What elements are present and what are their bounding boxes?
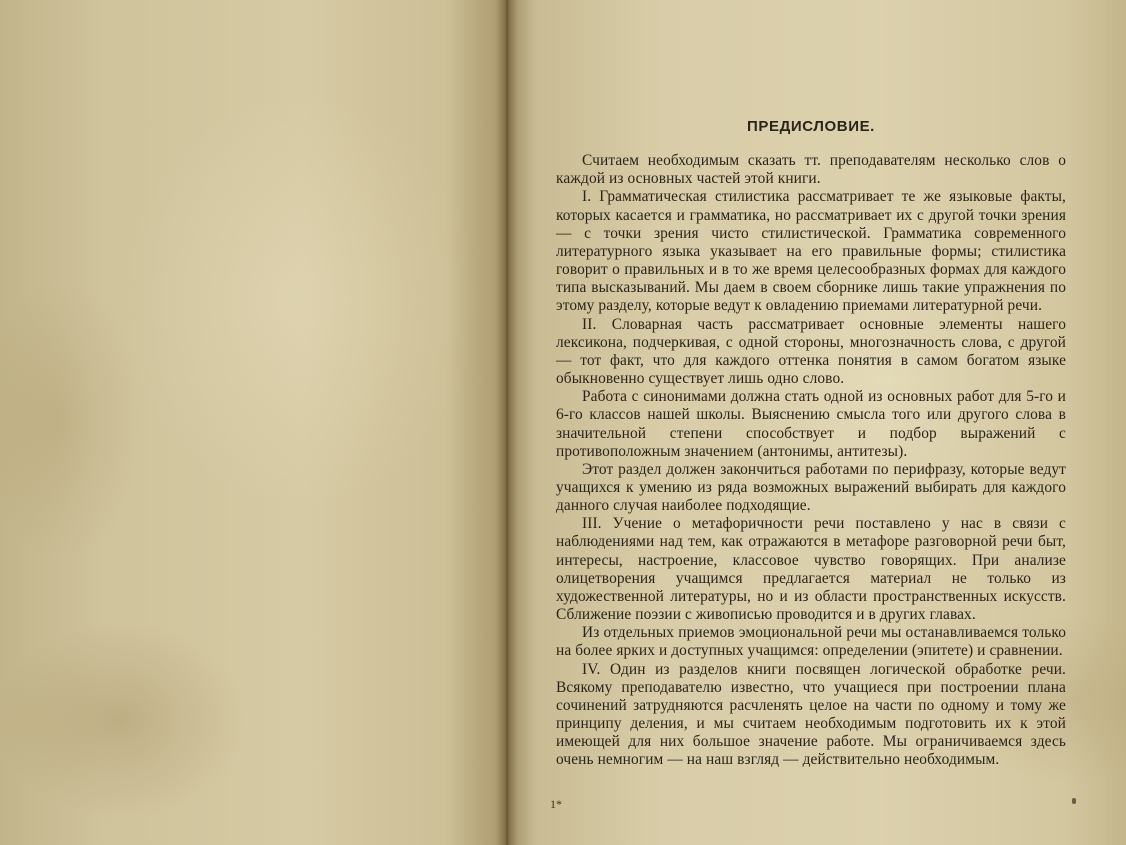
right-page — [506, 0, 1126, 845]
paragraph-vocabulary: II. Словарная часть рассматривает основные элементы нашего лексикона, подчеркивая, с одной стороны, многозначность слова, с другой — тот факт, что для каждого оттенка понятия в самом богатом языке обыкновенно существует лишь одно слово. — [556, 315, 1066, 388]
paragraph-emotional: Из отдельных приемов эмоциональной речи мы останавливаемся только на более ярких и доступных учащимся: определении (эпитете) и сравнении. — [556, 624, 1066, 660]
paragraph-periphrasis: Этот раздел должен закончиться работами по перифразу, которые ведут учащихся к умению из ряда возможных выражений выбирать для каждого данного случая наиболее подходящие. — [556, 460, 1066, 515]
print-mark — [1072, 798, 1076, 804]
paragraph-synonyms: Работа с синонимами должна стать одной из основных работ для 5-го и 6-го классов нашей школы. Выяснению смысла того или другого слова в значительной степени способствует и подбор выражений с противоположным значением (антонимы, антитезы). — [556, 388, 1066, 460]
preface-text — [556, 118, 1066, 769]
paragraph-metaphor: III. Учение о метафоричности речи поставлено у нас в связи с наблюдениями над тем, как отражаются в метафоре разговорной речи быт, интересы, настроение, классовое чувство говорящих. При анализе олицетворения учащимся предлагается материал не только из художественной литературы, но и из области пространственных искусств. Сближение поэзии с живописью проводится и в других главах. — [556, 515, 1066, 624]
book-gutter — [496, 0, 518, 845]
paragraph-intro: Считаем необходимым сказать тт. преподавателям несколько слов о каждой из основных частей этой книги. — [556, 152, 1066, 188]
signature-mark: 1* — [550, 797, 562, 811]
paragraph-logic: IV. Один из разделов книги посвящен логической обработке речи. Всякому преподавателю известно, что учащиеся при построении плана сочинений затрудняются расчленять целое на части по одному и тому же принципу деления, и мы считаем необходимым подготовить их к этой имеющей для них большое значение работе. Мы ограничиваемся здесь очень немногим — на наш взгляд — действительно необходимым. — [556, 660, 1066, 769]
paragraph-grammar: I. Грамматическая стилистика рассматривает те же языковые факты, которых касается и грамматика, но рассматривает их с другой точки зрения — с точки зрения чисто стилистической. Грамматика современного литературного языка указывает на его правильные формы; стилистика говорит о правильных и в то же время целесообразных формах для каждого типа высказываний. Мы даем в своем сборнике лишь такие упражнения по этому разделу, которые ведут к овладению приемами литературной речи. — [556, 188, 1066, 315]
page-title: ПРЕДИСЛОВИЕ. — [747, 118, 875, 135]
left-page — [0, 0, 506, 845]
